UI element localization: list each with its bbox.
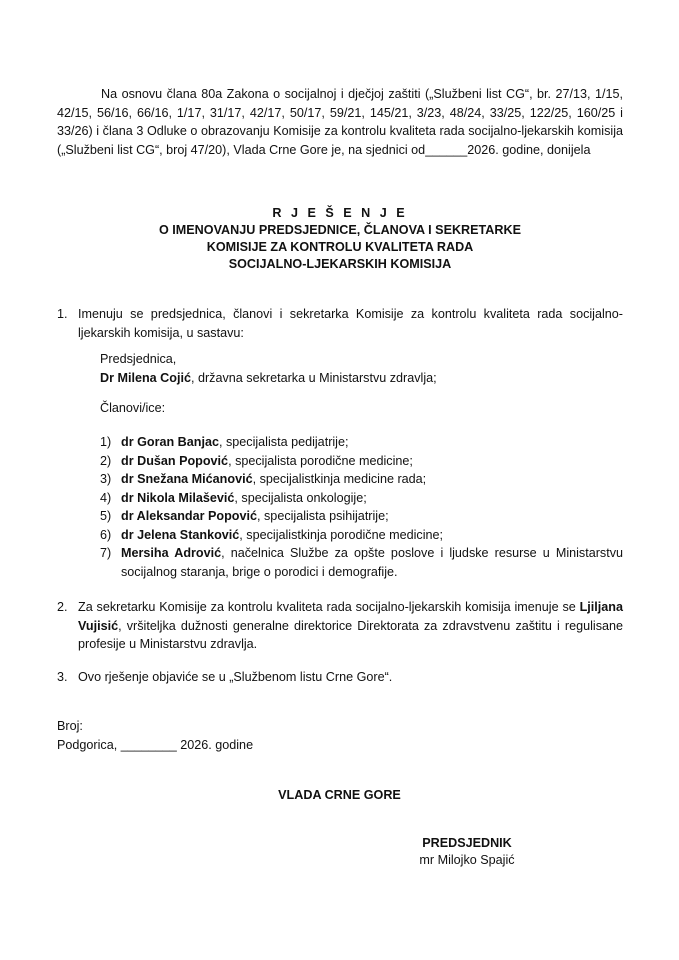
signatory-role: PREDSJEDNIK bbox=[422, 836, 512, 850]
item-2-text-after: , vršiteljka dužnosti generalne direktorice Direktorata za zdravstvenu zaštitu i regulisane profesije u Ministarstvu zdravlja. bbox=[78, 618, 623, 651]
member-text bbox=[121, 433, 623, 452]
member-name: Mersiha Adrović bbox=[121, 546, 222, 560]
secretary-name: Ljiljana Vujisić bbox=[78, 600, 623, 633]
decision-subtitle-line-3: SOCIJALNO-LJEKARSKIH KOMISIJA bbox=[228, 257, 452, 271]
item-1-text: Imenuju se predsjednica, članovi i sekretarka Komisije za kontrolu kvaliteta rada socijalno-ljekarskih komisija, u sastavu: bbox=[78, 307, 623, 340]
reference-number-label: Broj: bbox=[57, 719, 83, 733]
member-item bbox=[100, 470, 623, 489]
member-name: dr Snežana Mićanović bbox=[121, 472, 253, 486]
item-2-number: 2. bbox=[57, 600, 68, 614]
member-name: dr Jelena Stanković bbox=[121, 527, 240, 542]
member-role: , specijalista porodične medicine; bbox=[228, 453, 413, 468]
member-text bbox=[121, 544, 623, 581]
member-role: , specijalistkinja medicine rada; bbox=[252, 472, 427, 486]
member-text bbox=[121, 489, 623, 508]
president-label: Predsjednica, bbox=[100, 352, 177, 366]
member-number: 7) bbox=[100, 546, 112, 560]
member-number: 5) bbox=[100, 509, 112, 523]
members-label: Članovi/ice: bbox=[100, 401, 166, 415]
reference-block bbox=[57, 717, 253, 754]
decision-subtitle-line-1: O IMENOVANJU PREDSJEDNICE, ČLANOVA I SEKRETARKE bbox=[159, 223, 521, 237]
member-item bbox=[100, 544, 623, 581]
president-line bbox=[100, 369, 623, 388]
member-name: dr Dušan Popović bbox=[121, 453, 229, 468]
item-3-text: Ovo rješenje objaviće se u „Službenom listu Crne Gore“. bbox=[78, 670, 393, 684]
member-text bbox=[121, 452, 623, 471]
member-item bbox=[100, 452, 623, 471]
member-number: 1) bbox=[100, 435, 112, 449]
member-role: , specijalistkinja porodične medicine; bbox=[239, 527, 443, 542]
president-block bbox=[100, 350, 623, 387]
president-role: , državna sekretarka u Ministarstvu zdravlja; bbox=[190, 370, 437, 385]
place-date: Podgorica, ________ 2026. godine bbox=[57, 737, 254, 752]
item-2-text bbox=[78, 598, 623, 654]
member-text bbox=[121, 470, 623, 489]
member-item bbox=[100, 489, 623, 508]
member-number: 2) bbox=[100, 453, 112, 468]
item-3 bbox=[57, 668, 623, 687]
member-role: , specijalista pedijatrije; bbox=[218, 435, 349, 449]
member-name: dr Nikola Milašević bbox=[121, 490, 235, 505]
members-list bbox=[100, 433, 623, 581]
signatory-name: mr Milojko Spajić bbox=[419, 853, 515, 867]
preamble-paragraph: Na osnovu člana 80a Zakona o socijalnoj i dječjoj zaštiti („Službeni list CG“, br. 27/13, 1/15, 42/15, 56/16, 66/16, 1/17, 31/17, 42/17, 50/17, 59/21, 145/21, 3/23, 48/24, 33/25, 122/25, 160/25 i 33/26) i člana 3 Odluke o obrazovanju Komisije za kontrolu kvaliteta rada socijalno-ljekarskih komisija („Službeni list CG“, broj 47/20), Vlada Crne Gore je, na sjednici od______2026. godine, donijela bbox=[57, 87, 623, 157]
item-3-number: 3. bbox=[57, 670, 68, 684]
member-name: dr Aleksandar Popović bbox=[121, 509, 258, 523]
member-number: 4) bbox=[100, 490, 112, 505]
member-role: , načelnica Službe za opšte poslove i ljudske resurse u Ministarstvu socijalnog staranja, brige o porodici i demografije. bbox=[121, 546, 624, 579]
member-text bbox=[121, 507, 623, 526]
member-number: 3) bbox=[100, 472, 112, 486]
member-role: , specijalista psihijatrije; bbox=[257, 509, 389, 523]
decision-heading bbox=[57, 205, 623, 273]
member-text bbox=[121, 526, 623, 545]
member-number: 6) bbox=[100, 527, 112, 542]
member-name: dr Goran Banjac bbox=[121, 435, 219, 449]
member-item bbox=[100, 433, 623, 452]
member-role: , specijalista onkologije; bbox=[234, 490, 367, 505]
item-1-number: 1. bbox=[57, 307, 68, 321]
member-item bbox=[100, 526, 623, 545]
item-2-text-before: Za sekretarku Komisije za kontrolu kvaliteta rada socijalno-ljekarskih komisija imenuje se bbox=[78, 600, 580, 614]
item-2 bbox=[57, 598, 623, 654]
government-name: VLADA CRNE GORE bbox=[278, 788, 401, 802]
decision-subtitle-line-2: KOMISIJE ZA KONTROLU KVALITETA RADA bbox=[206, 240, 474, 254]
signature-block bbox=[397, 835, 537, 869]
decision-title: R J E Š E N J E bbox=[272, 206, 408, 220]
president-name: Dr Milena Cojić bbox=[100, 370, 191, 385]
member-item bbox=[100, 507, 623, 526]
item-1 bbox=[57, 305, 623, 342]
